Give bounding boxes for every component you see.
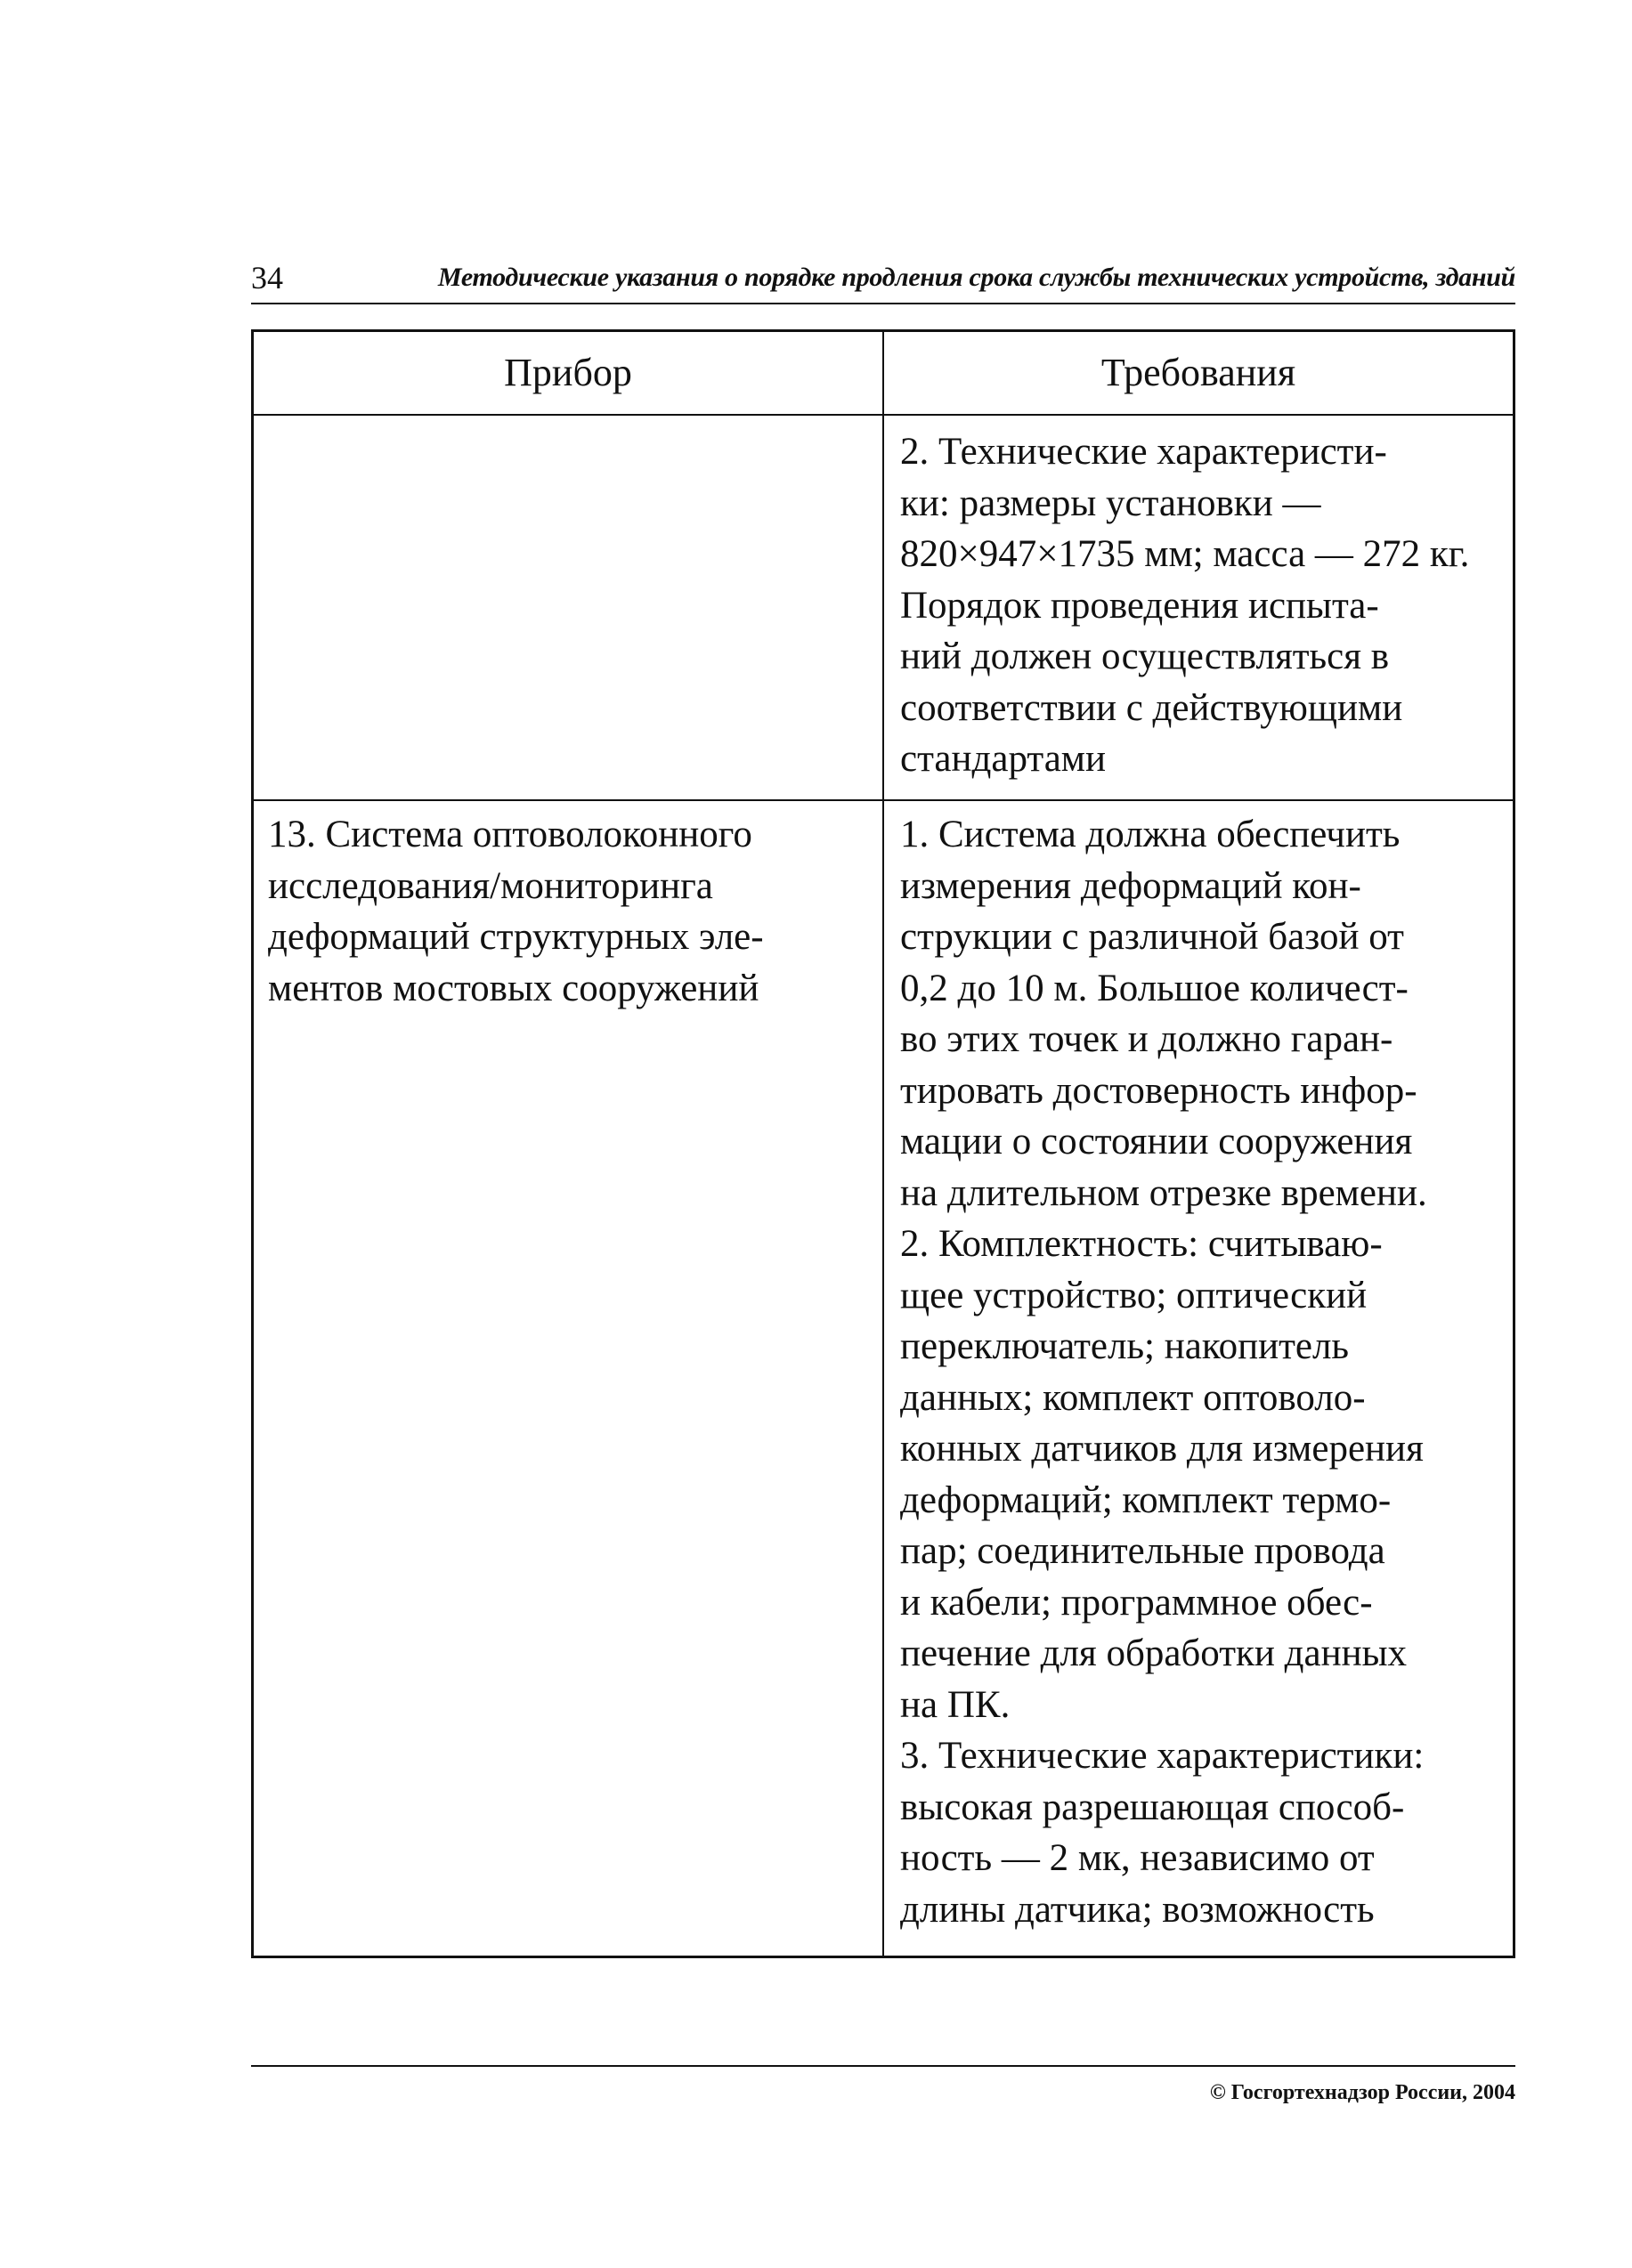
table-cell-requirements — [900, 809, 1427, 1935]
text-line: данных; комплект оптоволо- — [900, 1376, 1366, 1419]
column-divider — [882, 332, 884, 1956]
text-line: 3. Технические характеристики: — [900, 1735, 1425, 1777]
row-divider — [254, 799, 1513, 801]
table-cell-requirements — [900, 426, 1469, 785]
text-line: деформаций; комплект термо- — [900, 1478, 1392, 1521]
text-line: стандартами — [900, 738, 1107, 780]
text-line: деформаций структурных эле- — [268, 916, 764, 958]
text-line: и кабели; программное обес- — [900, 1581, 1373, 1624]
text-line: 2. Комплектность: считываю- — [900, 1223, 1383, 1265]
text-line: тировать достоверность инфор- — [900, 1069, 1417, 1112]
text-line: 0,2 до 10 м. Большое количест- — [900, 967, 1409, 1009]
text-line: длины датчика; возможность — [900, 1888, 1375, 1931]
text-line: ность — 2 мк, независимо от — [900, 1837, 1375, 1879]
text-line: 820×947×1735 мм; масса — 272 кг. — [900, 533, 1470, 575]
column-header-requirements: Требования — [1100, 351, 1296, 394]
text-line: струкции с различной базой от — [900, 916, 1404, 958]
text-line: соответствии с действующими — [900, 686, 1403, 729]
table-cell-device — [268, 809, 764, 1014]
text-line: во этих точек и должно гаран- — [900, 1018, 1393, 1060]
text-line: 2. Технические характеристи- — [900, 431, 1387, 473]
copyright-notice: © Госгортехнадзор России, 2004 — [1209, 2081, 1515, 2104]
header-row-divider — [254, 414, 1513, 416]
page-number: 34 — [251, 260, 283, 296]
text-line: ки: размеры установки — — [900, 482, 1321, 524]
text-line: 13. Система оптоволоконного — [268, 814, 752, 855]
text-line: щее устройство; оптический — [900, 1274, 1368, 1316]
text-line: пар; соединительные провода — [900, 1530, 1385, 1572]
text-line: конных датчиков для измерения — [900, 1428, 1424, 1470]
requirements-table — [251, 329, 1515, 1958]
text-line: Порядок проведения испыта- — [900, 584, 1379, 627]
text-line: ний должен осуществляться в — [900, 636, 1390, 677]
text-line: ментов мостовых сооружений — [268, 967, 759, 1009]
text-line: измерения деформаций кон- — [900, 864, 1361, 907]
column-header-device: Прибор — [504, 351, 632, 394]
page-header — [251, 258, 1515, 304]
text-line: исследования/мониторинга — [268, 864, 713, 907]
running-title: Методические указания о порядке продления срока службы технических устройств, зданий — [437, 263, 1515, 292]
text-line: высокая разрешающая способ- — [900, 1786, 1405, 1828]
text-line: на ПК. — [900, 1683, 1011, 1726]
footer-rule — [251, 2065, 1515, 2067]
text-line: печение для обработки данных — [900, 1632, 1408, 1674]
text-line: на длительном отрезке времени. — [900, 1171, 1427, 1214]
text-line: мации о состоянии сооружения — [900, 1121, 1413, 1162]
text-line: переключатель; накопитель — [900, 1325, 1350, 1367]
text-line: 1. Система должна обеспечить — [900, 814, 1401, 855]
